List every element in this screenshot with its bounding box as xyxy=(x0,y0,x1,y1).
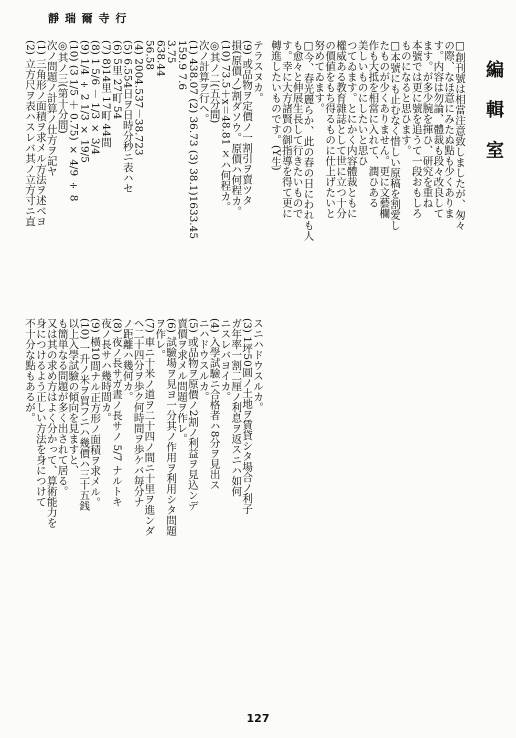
problem-mid-line: (4) 入學試驗ニ合格者ハ8分ヲ見出ス xyxy=(208,318,221,490)
problem-top-line: (8) 1 5/6 － 1/3 × 3/4 xyxy=(89,40,102,155)
problem-top-line: (1) 438.07 (2) 36.73 (3) 38.1)1633.45 xyxy=(186,40,199,240)
problem-mid-line: ノ距離ハ幾何カ。 xyxy=(121,318,134,402)
problem-top-line: (4) 2004.537－38.723 xyxy=(132,40,145,156)
problem-mid-line: (5) 或品物ヲ原價ノ2割ノ利益ヲ見込ンデ xyxy=(186,318,199,511)
problem-mid-line: (10) 一升ノ米ヲ買フニハ幾價ハ三十五銭 xyxy=(78,318,91,511)
editorial-line: す。内容は勿論、體裁も段々改良して xyxy=(432,40,445,219)
editorial-line: 轉進したいものです。(Y生) xyxy=(270,40,282,171)
problem-mid-line: (7) 車ニ十米ノ道ヲ二十四ノ間ニ十里ヲ進ンダ xyxy=(143,318,156,536)
editorial-line: 作も大抵を相當に入れて、潤ひある xyxy=(367,40,380,208)
editorial-line: たものが少くありません。更に文藝欄 xyxy=(378,40,391,219)
editorial-line: の價値をもち得るものに仕上げたいと xyxy=(324,40,337,219)
problem-top-line: (2) 立方尺ヲ表ハスレバ其ノ立方寸ニ直 xyxy=(24,40,36,227)
problem-mid-line: も簡単なる問題が多く出されて居る。 xyxy=(56,318,69,497)
problem-mid-line: ヘ二十四分ヲ歩ク何時間ヲ歩ケバ毎分ナ xyxy=(132,318,145,507)
editorial-line: □今、春光麗らか、此の春の日にわれも人 xyxy=(302,40,315,241)
problem-top-line: (1) 三角形ノ面積ヲ求メル方法ヲ述ベヨ xyxy=(34,40,47,227)
editorial-line: □本號にも止むなく惜しい原稿を割愛し xyxy=(389,40,402,231)
problem-mid-line: 賣價ヲ求メル問題ヲ作レ。 xyxy=(176,318,188,444)
problem-mid-line: ヲ作レ。 xyxy=(154,318,167,360)
problem-mid-line: 又は其の求め方はよく分かって、算術能力を xyxy=(45,318,58,528)
problem-top-line: ◎其ノ二(五分間) xyxy=(208,40,221,124)
page-header: 靜 瑞 爾 寺 行 xyxy=(48,12,128,25)
problem-mid-line: ガ年率一割二厘ノ利息ヲ返スニハ如何 xyxy=(230,318,243,497)
problem-top-line: (10) (3 1/5 ＋ 0.75) × 4/9 ÷ 8 xyxy=(67,40,80,202)
editorial-line: 美しいものにしたいと思ひ xyxy=(356,40,369,166)
problem-top-line: ◎其ノ三(第十分間) xyxy=(56,40,69,134)
problem-top-line: (6) 5里 27町 54 xyxy=(110,40,123,120)
problem-mid-line: 夜ノ長サハ幾時間カ。 xyxy=(100,318,112,423)
editorial-line: つてゐます。とにかく内容體裁ともに xyxy=(345,40,358,219)
editorial-title: 編 輯 室 xyxy=(483,60,504,167)
problem-mid-line: ニハドウスルカ。 xyxy=(197,318,210,402)
problem-top-line: 56.58 xyxy=(143,40,156,71)
problem-top-line: 3.75 xyxy=(165,40,178,64)
problem-top-line: (5) 6.554日ヲ日時分秒ニ表ハセ xyxy=(121,40,134,194)
editorial-line: 權威ある教育雜誌として世に立つ十分 xyxy=(334,40,347,219)
editorial-line: 本號では更に號を追うて一段おもしろ xyxy=(410,40,423,219)
problem-mid-line: (6) 試驗場ヲ見ヨ一分其ノ作用ヲ利用シタ問題 xyxy=(165,318,178,536)
problem-top-line: 損(原價ノ)割ダソウ。原價ハ何程カ。 xyxy=(230,40,243,217)
problem-mid-line: (8) 夜ノ長サガ晝ノ長サノ 5/7 ナルトキ xyxy=(110,318,123,507)
problem-mid-line: 身につけるよう正しい方法を身につけて xyxy=(34,318,47,507)
problem-top-line: 638.44 xyxy=(154,40,167,77)
problem-mid-line: 以上入學試驗の傾向を見ますと、 xyxy=(67,318,80,476)
editorial-line: す。幸に大方諸賢の御指導を得て更に xyxy=(280,40,293,219)
problem-top-line: (9) 或品物ヲ定價ノ一割引ヲ賣ツタ xyxy=(241,40,254,206)
problem-top-line: (7) 8)14里 17町 44間 xyxy=(100,40,112,148)
editorial-line: も愈々と伸展生長して行きたいもので xyxy=(291,40,304,219)
problem-top-line: (10) 73.5＋x＝48.81 ｘハ何程カ。 xyxy=(219,40,232,212)
problem-mid-line: 不十分な點もあるが。 xyxy=(24,318,36,423)
page-number: 127 xyxy=(246,712,270,725)
editorial-line: ます。が多少腕を揮ひ、研究を重ね xyxy=(421,40,434,208)
problem-top-line: (9) 1/4 ÷ 2 1/3 × 19/5 xyxy=(78,40,91,163)
editorial-line: の際、なほ意にみたぬ點も少くありま xyxy=(443,40,456,219)
problem-top-line: 次ノ問題ノ計算ノ仕方ヲ記ヤ xyxy=(45,40,58,177)
problem-mid-line: ニスレバヨイカ。 xyxy=(219,318,232,402)
problem-mid-line: (3) 1坪50圓ノ土地ヲ賃貸シタ場合ノ利子 xyxy=(241,318,254,514)
editorial-line: 努めてゐます。 xyxy=(313,40,326,114)
editorial-line: ものになると思ひます。 xyxy=(399,40,412,156)
problem-top-line: 次ノ計算ヲ行ヘ。 xyxy=(197,40,210,124)
problem-mid-line: スニハドウスルカ。 xyxy=(252,318,264,413)
problem-mid-line: (9) 橫10間ナル正方形ノ面積ヲ求メル。 xyxy=(89,318,102,508)
editorial-line: □創刊號は相當注意致しましたが、匆々 xyxy=(454,40,466,231)
problem-top-line: 159.9 7.6 xyxy=(176,40,188,91)
problem-top-line: テラスヌカ。 xyxy=(252,40,264,103)
